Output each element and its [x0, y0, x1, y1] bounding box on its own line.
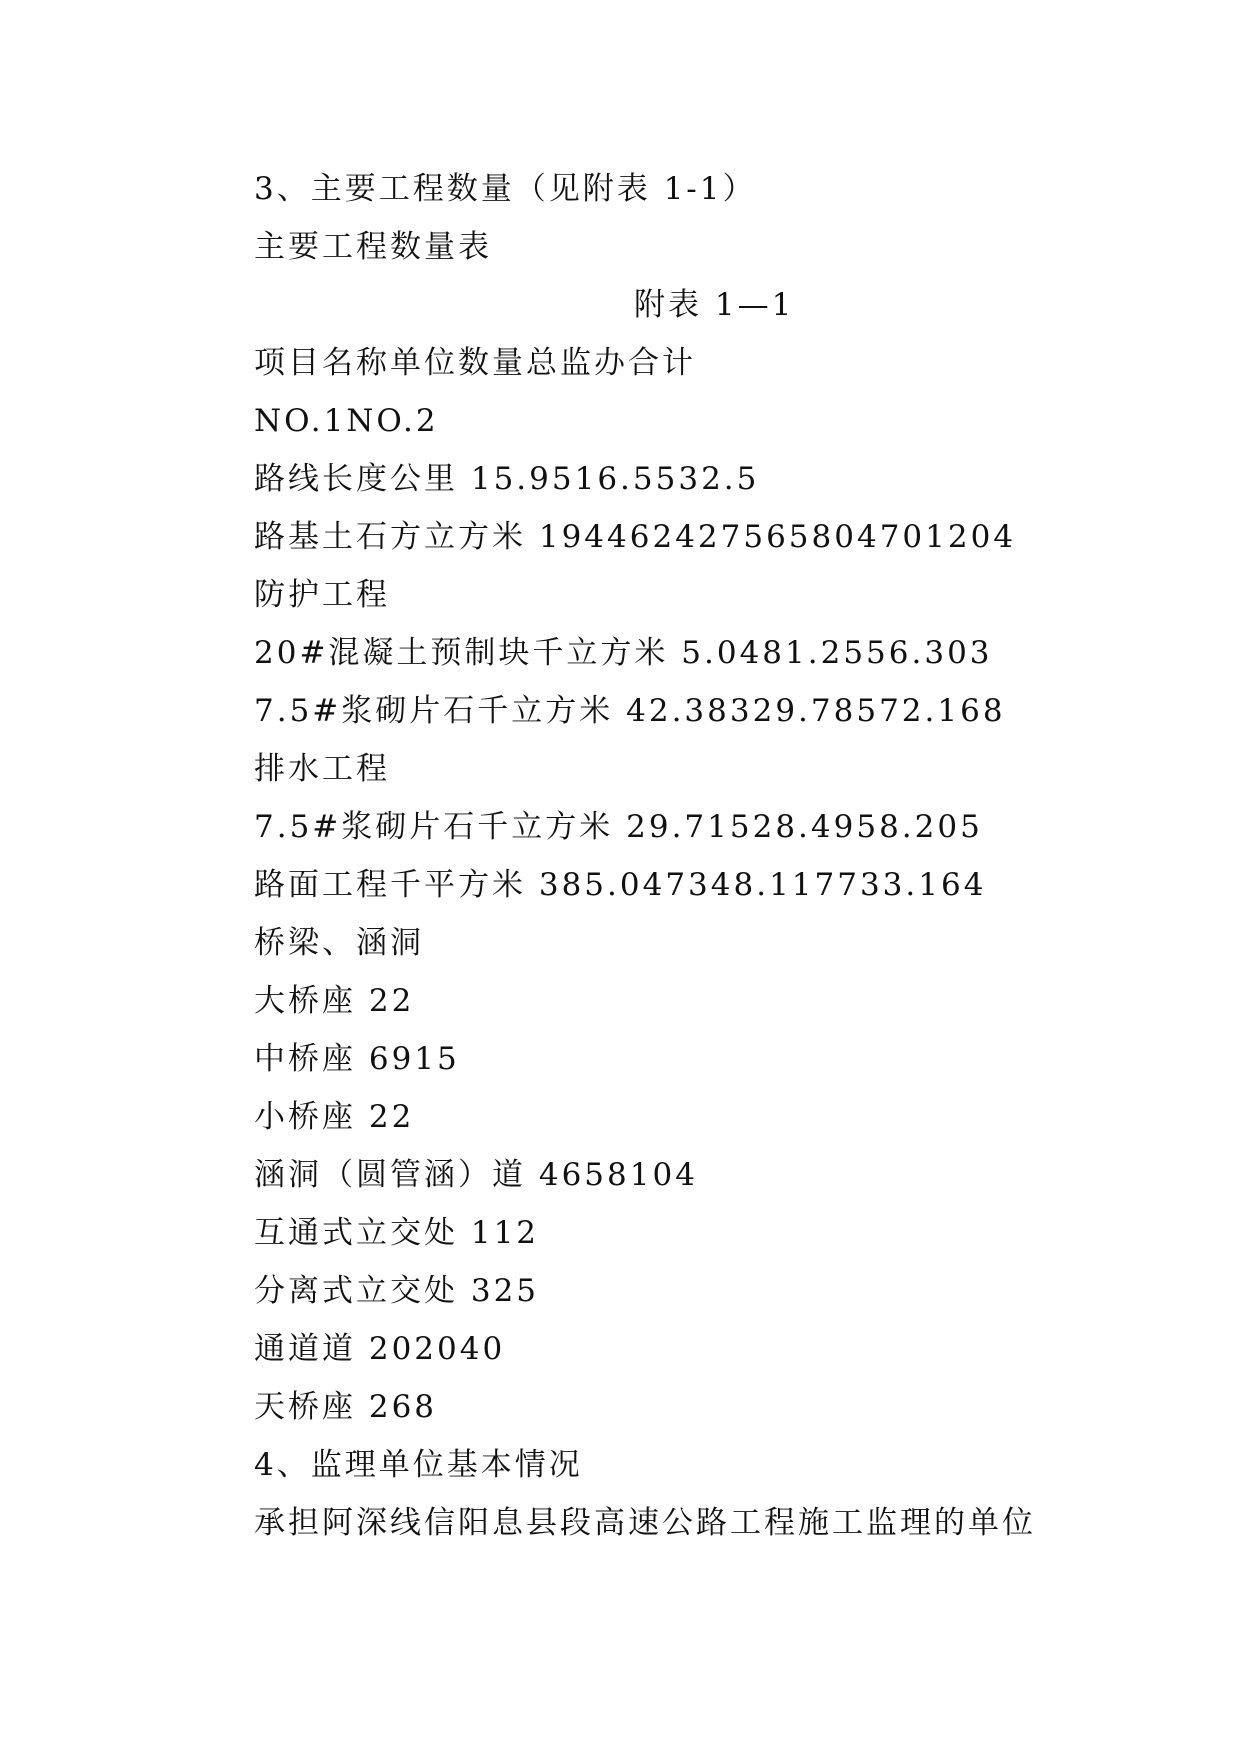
body-paragraph: 承担阿深线信阳息县段高速公路工程施工监理的单位 [254, 1505, 1036, 1541]
section-heading-supervision: 4、监理单位基本情况 [254, 1447, 583, 1483]
table-row: 7.5#浆砌片石千立方米 29.71528.4958.205 [254, 809, 983, 845]
table-group-label: 排水工程 [254, 751, 390, 787]
table-row: 互通式立交处 112 [254, 1215, 540, 1251]
table-row: 大桥座 22 [254, 983, 415, 1019]
table-row: 7.5#浆砌片石千立方米 42.38329.78572.168 [254, 693, 1006, 729]
document-body [254, 160, 1154, 1552]
table-row: 天桥座 268 [254, 1389, 438, 1425]
table-row: 小桥座 22 [254, 1099, 415, 1135]
table-row: 通道道 202040 [254, 1331, 506, 1367]
table-row: 中桥座 6915 [254, 1041, 460, 1077]
table-row: 路面工程千平方米 385.047348.117733.164 [254, 867, 987, 903]
table-subheader: NO.1NO.2 [254, 403, 439, 439]
table-row: 涵洞（圆管涵）道 4658104 [254, 1157, 698, 1193]
table-row: 分离式立交处 325 [254, 1273, 540, 1309]
table-row: 20#混凝土预制块千立方米 5.0481.2556.303 [254, 635, 993, 671]
table-group-label: 防护工程 [254, 577, 390, 613]
table-title: 主要工程数量表 [254, 229, 492, 265]
table-row: 路线长度公里 15.9516.5532.5 [254, 461, 760, 497]
table-number: 附表 1—1 [634, 287, 795, 323]
table-header: 项目名称单位数量总监办合计 [254, 345, 696, 381]
table-row: 路基土石方立方米 19446242756580470120​4 [254, 519, 1017, 555]
table-group-label: 桥梁、涵洞 [254, 925, 424, 961]
section-heading-quantities: 3、主要工程数量（见附表 1-1） [254, 171, 757, 207]
